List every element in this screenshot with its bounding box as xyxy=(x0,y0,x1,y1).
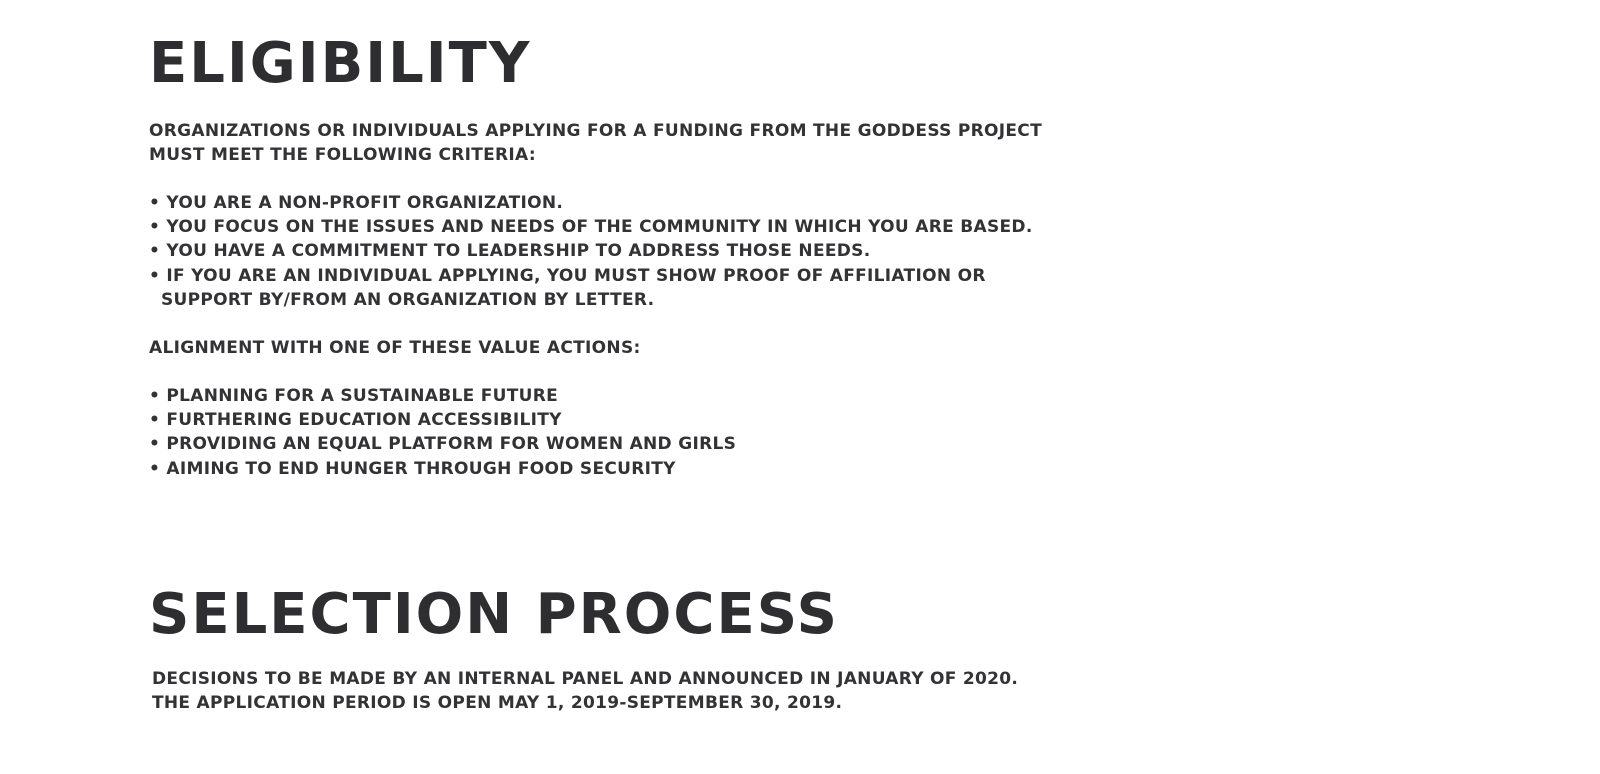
criteria-item-text: • YOU FOCUS ON THE ISSUES AND NEEDS OF THE COMMUNITY IN WHICH YOU ARE BASED. xyxy=(149,215,1033,239)
value-action-item xyxy=(149,432,736,456)
document-page xyxy=(149,0,1299,774)
value-action-text: • FURTHERING EDUCATION ACCESSIBILITY xyxy=(149,408,736,432)
eligibility-heading: ELIGIBILITY xyxy=(149,31,532,96)
criteria-item-text: • IF YOU ARE AN INDIVIDUAL APPLYING, YOU MUST SHOW PROOF OF AFFILIATION OR xyxy=(149,264,1033,288)
criteria-item xyxy=(149,264,1033,312)
eligibility-intro-line: ORGANIZATIONS OR INDIVIDUALS APPLYING FOR A FUNDING FROM THE GODDESS PROJECT xyxy=(149,121,1042,141)
value-action-text: • AIMING TO END HUNGER THROUGH FOOD SECURITY xyxy=(149,457,736,481)
value-action-item xyxy=(149,384,736,408)
criteria-item xyxy=(149,215,1033,239)
criteria-item-text: • YOU HAVE A COMMITMENT TO LEADERSHIP TO ADDRESS THOSE NEEDS. xyxy=(149,239,1033,263)
selection-process-text xyxy=(152,667,1018,715)
value-action-text: • PROVIDING AN EQUAL PLATFORM FOR WOMEN AND GIRLS xyxy=(149,432,736,456)
selection-process-line: THE APPLICATION PERIOD IS OPEN MAY 1, 2019-SEPTEMBER 30, 2019. xyxy=(152,693,843,714)
value-actions-list xyxy=(149,384,736,481)
criteria-item-text: • YOU ARE A NON-PROFIT ORGANIZATION. xyxy=(149,191,1033,215)
eligibility-intro-line: MUST MEET THE FOLLOWING CRITERIA: xyxy=(149,145,536,166)
value-action-text: • PLANNING FOR A SUSTAINABLE FUTURE xyxy=(149,384,736,408)
selection-process-line: DECISIONS TO BE MADE BY AN INTERNAL PANEL AND ANNOUNCED IN JANUARY OF 2020. xyxy=(152,669,1019,689)
criteria-list xyxy=(149,191,1033,312)
selection-process-heading: SELECTION PROCESS xyxy=(149,582,839,647)
eligibility-intro xyxy=(149,119,1042,167)
criteria-item-continuation: SUPPORT BY/FROM AN ORGANIZATION BY LETTER. xyxy=(161,289,655,310)
criteria-item xyxy=(149,239,1033,263)
criteria-item xyxy=(149,191,1033,215)
value-action-item xyxy=(149,408,736,432)
alignment-label xyxy=(149,336,641,360)
alignment-label-text: ALIGNMENT WITH ONE OF THESE VALUE ACTIONS: xyxy=(149,338,641,358)
value-action-item xyxy=(149,457,736,481)
